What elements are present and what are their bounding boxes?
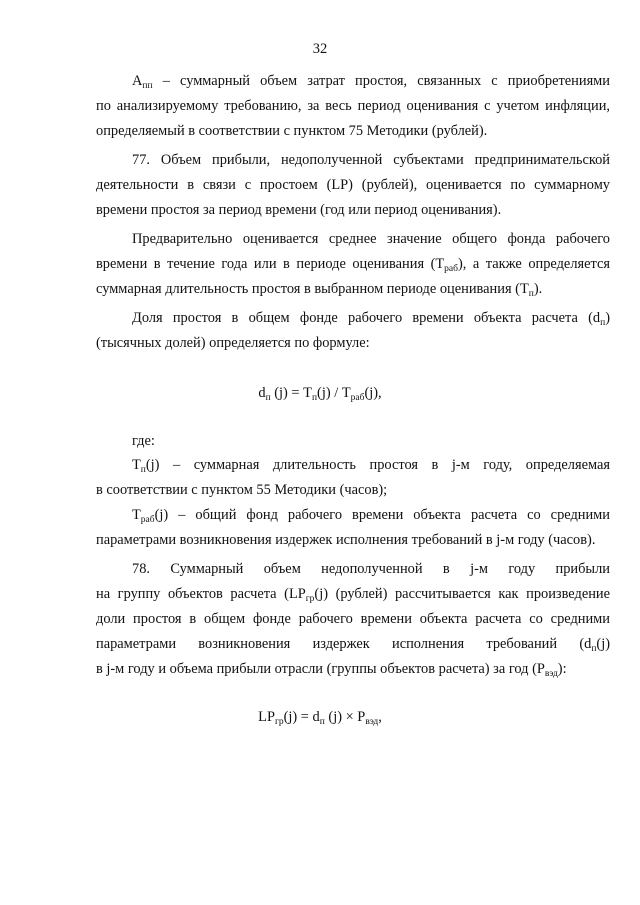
definition-tp-line-1: $T_п(j)$ – суммарная длительность простоя в j-м году, определяемая [132, 457, 610, 475]
paragraph-app-line-1 [132, 72, 610, 90]
definition-trab-line-2: параметрами возникновения издержек исполнения требований в j-м году (часов). [96, 532, 596, 548]
paragraph-share-line-2: (тысячных долей) определяется по формуле: [96, 335, 370, 351]
paragraph-78-line-1: 78. Суммарный объем недополученной в j-м году прибыли [132, 561, 610, 577]
symbol: А [132, 73, 143, 89]
definition-trab-line-1: $T_{раб}(j)$ – общий фонд рабочего времени объекта расчета со средними [132, 507, 610, 525]
paragraph-prelim-line-2: времени в течение года или в периоде оценивания $(T_{раб})$, а также определяется [96, 256, 610, 274]
paragraph-77-line-3: времени простоя за период времени (год или период оценивания). [96, 202, 502, 218]
paragraph-77-line-2: деятельности в связи с простоем (LP) (рублей), оценивается по суммарному [96, 177, 610, 193]
paragraph-77-line-1: 77. Объем прибыли, недополученной субъектами предпринимательской [132, 152, 610, 168]
definition-tp-line-2: в соответствии с пунктом 55 Методики (часов); [96, 482, 388, 498]
page-number: 32 [312, 41, 328, 57]
paragraph-share-line-1: Доля простоя в общем фонде рабочего времени объекта расчета $(d_п)$ [132, 310, 610, 328]
where-label: где: [132, 433, 155, 449]
paragraph-78-line-3: доли простоя в общем фонде рабочего времени объекта расчета со средними [96, 611, 610, 627]
formula-downtime-share: $d_п$ $(j) = T_п(j) / T_{раб}(j)$, [258, 385, 382, 403]
paragraph-app-line-2: по анализируемому требованию, за весь период оценивания с учетом инфляции, [96, 98, 610, 114]
formula-lost-profit: $LP_{гр}(j) = d_п$ $(j) \times P_{вэд}$, [258, 709, 382, 727]
paragraph-prelim-line-3: суммарная длительность простоя в выбранном периоде оценивания $(T_п)$. [96, 281, 543, 299]
text: – суммарный объем затрат простоя, связанных с приобретениями [152, 73, 610, 89]
paragraph-78-line-5: в j-м году и объема прибыли отрасли (группы объектов расчета) за год $(P_{вэд})$: [96, 661, 567, 679]
paragraph-prelim-line-1: Предварительно оценивается среднее значение общего фонда рабочего [132, 231, 610, 247]
subscript: пп [142, 81, 153, 91]
paragraph-78-line-4: параметрами возникновения издержек исполнения требований ($d_п(j)$ [96, 636, 610, 654]
paragraph-78-line-2: на группу объектов расчета ($LP_{гр}(j)$ (рублей) рассчитывается как произведение [96, 586, 610, 604]
paragraph-app-line-3: определяемый в соответствии с пунктом 75 Методики (рублей). [96, 123, 488, 139]
